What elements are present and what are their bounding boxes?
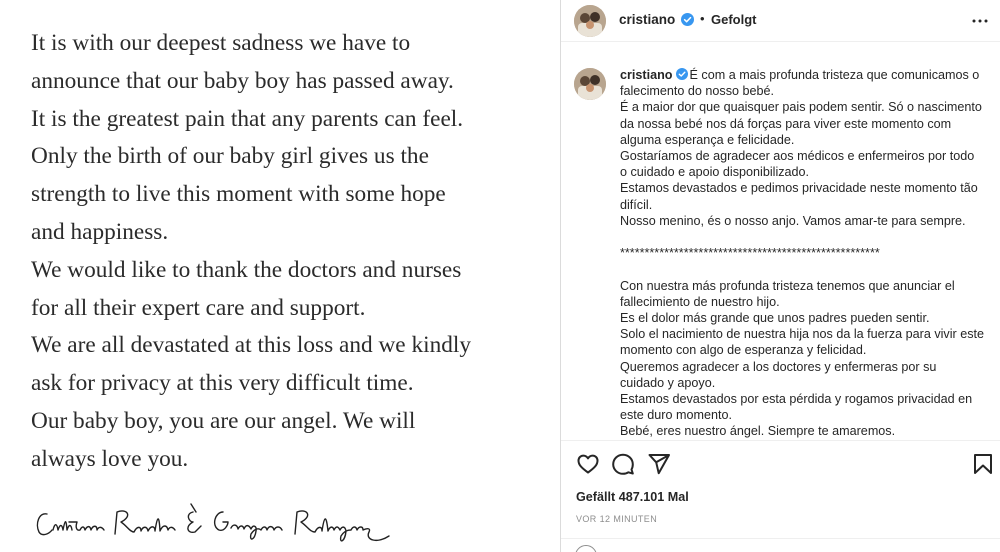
bookmark-icon[interactable]: [971, 452, 995, 476]
following-button[interactable]: Gefolgt: [711, 12, 757, 27]
caption-line: da nossa bebé nos dá forças para viver este momento com: [620, 116, 952, 131]
header-username-link[interactable]: cristiano: [619, 12, 676, 27]
caption-line: alguma esperança e felicidade.: [620, 132, 795, 147]
caption-line: falecimento do nosso bebé.: [620, 84, 775, 99]
caption-line: Bebé, eres nuestro ángel. Siempre te amaremos.: [620, 424, 896, 439]
post-header: [561, 0, 1000, 42]
caption-line: Estamos devastados e pedimos privacidade neste momento tão: [620, 181, 978, 196]
caption-line: Con nuestra más profunda tristeza tenemos que anunciar el: [620, 278, 955, 293]
statement-line: announce that our baby boy has passed away.: [31, 67, 454, 94]
statement-line: We are all devastated at this loss and we kindly: [31, 332, 471, 359]
caption-line: difícil.: [620, 197, 653, 212]
caption-username-link[interactable]: cristiano: [620, 68, 673, 82]
caption-first-line: [620, 67, 992, 83]
statement-line: for all their expert care and support.: [31, 294, 366, 321]
statement-line: and happiness.: [31, 218, 169, 245]
post-side-panel: [561, 0, 1000, 552]
caption-line: Estamos devastados por esta pérdida y rogamos privacidad en: [620, 392, 973, 407]
verified-badge-icon: [676, 68, 688, 80]
caption-line: Nosso menino, és o nosso anjo. Vamos amar-te para sempre.: [620, 213, 966, 228]
caption-line: Gostaríamos de agradecer aos médicos e enfermeiros por todo: [620, 149, 975, 164]
statement-line: Our baby boy, you are our angel. We will: [31, 407, 416, 434]
caption-line: momento con algo de esperanza y felicidad.: [620, 343, 867, 358]
emoji-icon[interactable]: [575, 545, 597, 552]
caption-line: este duro momento.: [620, 408, 733, 423]
handwritten-signature: [33, 500, 413, 546]
caption-line: É a maior dor que quaisquer pais podem sentir. Só o nascimento: [620, 100, 982, 115]
statement-line: It is the greatest pain that any parents can feel.: [31, 105, 464, 132]
share-icon[interactable]: [647, 452, 671, 476]
post-caption: [620, 67, 992, 440]
verified-badge-icon: [681, 13, 694, 26]
comment-icon[interactable]: [611, 452, 635, 476]
post-timestamp[interactable]: VOR 12 MINUTEN: [576, 514, 658, 524]
post-statement-text: [31, 25, 541, 479]
caption-line: Queremos agradecer a los doctores y enfermeras por su: [620, 359, 937, 374]
statement-line: Only the birth of our baby girl gives us the: [31, 143, 429, 170]
likes-count[interactable]: Gefällt 487.101 Mal: [576, 490, 689, 504]
statement-line: We would like to thank the doctors and nurses: [31, 256, 462, 283]
caption-line: Es el dolor más grande que unos padres pueden sentir.: [620, 311, 930, 326]
actions-divider: [561, 440, 1000, 441]
caption-line: Solo el nacimiento de nuestra hija nos da la fuerza para vivir este: [620, 327, 985, 342]
statement-line: strength to live this moment with some hope: [31, 181, 446, 208]
caption-line: fallecimiento de nuestro hijo.: [620, 294, 780, 309]
caption-line: cuidado y apoyo.: [620, 375, 716, 390]
header-separator: •: [700, 11, 705, 26]
caption-separator: *****************************************************: [620, 246, 880, 261]
statement-line: ask for privacy at this very difficult time.: [31, 370, 414, 397]
statement-line: It is with our deepest sadness we have to: [31, 30, 411, 56]
avatar[interactable]: [574, 5, 606, 37]
caption-line: É com a mais profunda tristeza que comunicamos o: [689, 68, 980, 82]
more-horizontal-icon[interactable]: [970, 11, 990, 31]
caption-avatar[interactable]: [574, 68, 606, 100]
caption-line: o cuidado e apoio disponibilizado.: [620, 165, 810, 180]
statement-line: always love you.: [31, 445, 189, 472]
comment-divider: [561, 538, 1000, 539]
heart-icon[interactable]: [576, 452, 600, 476]
